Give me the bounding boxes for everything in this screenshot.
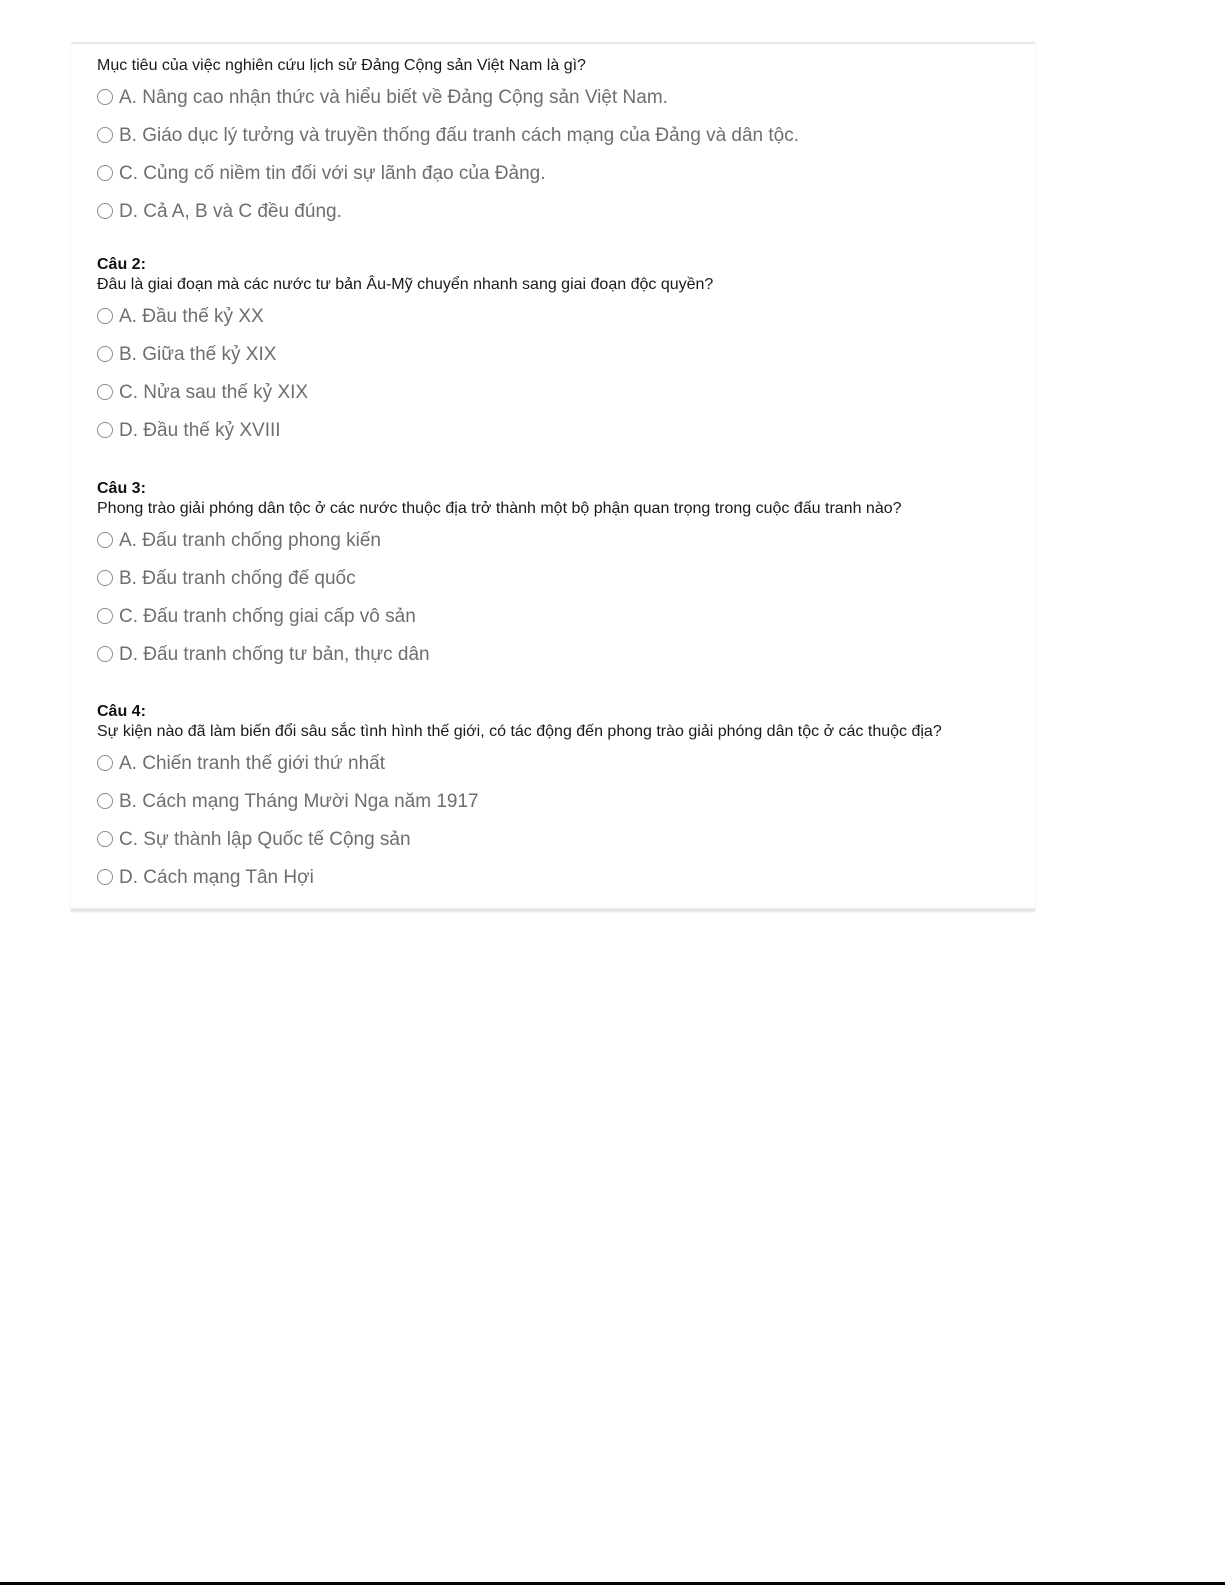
- option-label: D. Cả A, B và C đều đúng.: [119, 201, 342, 222]
- option-label: D. Cách mạng Tân Hợi: [119, 867, 314, 888]
- radio-button-icon[interactable]: [97, 308, 113, 324]
- radio-button-icon[interactable]: [97, 608, 113, 624]
- option-label: B. Đấu tranh chống đế quốc: [119, 568, 356, 589]
- radio-button-icon[interactable]: [97, 165, 113, 181]
- question-3-option-c[interactable]: [97, 595, 1017, 633]
- question-2-number: Câu 2:: [97, 256, 146, 273]
- option-label: A. Đầu thế kỷ XX: [119, 306, 264, 327]
- radio-button-icon[interactable]: [97, 755, 113, 771]
- radio-button-icon[interactable]: [97, 127, 113, 143]
- option-label: D. Đầu thế kỷ XVIII: [119, 420, 281, 441]
- option-label: C. Sự thành lập Quốc tế Cộng sản: [119, 829, 411, 850]
- question-2-option-c[interactable]: [97, 371, 1017, 409]
- radio-button-icon[interactable]: [97, 532, 113, 548]
- radio-button-icon[interactable]: [97, 89, 113, 105]
- radio-button-icon[interactable]: [97, 570, 113, 586]
- question-4-option-b[interactable]: [97, 780, 1017, 818]
- option-label: B. Cách mạng Tháng Mười Nga năm 1917: [119, 791, 479, 812]
- option-label: B. Giáo dục lý tưởng và truyền thống đấu tranh cách mạng của Đảng và dân tộc.: [119, 125, 800, 146]
- question-3-number: Câu 3:: [97, 480, 146, 497]
- option-label: C. Nửa sau thế kỷ XIX: [119, 382, 309, 403]
- question-4: [97, 702, 1017, 894]
- option-label: A. Chiến tranh thế giới thứ nhất: [119, 753, 385, 774]
- radio-button-icon[interactable]: [97, 831, 113, 847]
- option-label: B. Giữa thế kỷ XIX: [119, 344, 277, 365]
- option-label: A. Nâng cao nhận thức và hiểu biết về Đảng Cộng sản Việt Nam.: [119, 87, 668, 108]
- question-4-text: Sự kiện nào đã làm biến đổi sâu sắc tình hình thế giới, có tác động đến phong trào giải phóng dân tộc ở các thuộc địa?: [97, 723, 942, 740]
- option-label: D. Đấu tranh chống tư bản, thực dân: [119, 644, 430, 665]
- question-3-text: Phong trào giải phóng dân tộc ở các nước thuộc địa trở thành một bộ phận quan trọng trong cuộc đấu tranh nào?: [97, 500, 902, 517]
- question-1-option-b[interactable]: [97, 114, 1017, 152]
- question-1: [97, 56, 1017, 228]
- question-1-text: Mục tiêu của việc nghiên cứu lịch sử Đảng Cộng sản Việt Nam là gì?: [97, 57, 586, 74]
- radio-button-icon[interactable]: [97, 646, 113, 662]
- question-2-text: Đâu là giai đoạn mà các nước tư bản Âu-Mỹ chuyển nhanh sang giai đoạn độc quyền?: [97, 276, 714, 293]
- radio-button-icon[interactable]: [97, 422, 113, 438]
- question-4-option-d[interactable]: [97, 856, 1017, 894]
- panel-divider: [71, 908, 1035, 910]
- question-2-option-b[interactable]: [97, 333, 1017, 371]
- question-2-option-a[interactable]: [97, 295, 1017, 333]
- question-1-option-d[interactable]: [97, 190, 1017, 228]
- option-label: A. Đấu tranh chống phong kiến: [119, 530, 381, 551]
- question-3-option-d[interactable]: [97, 633, 1017, 671]
- question-3: [97, 479, 1017, 671]
- question-3-option-b[interactable]: [97, 557, 1017, 595]
- quiz-panel: [71, 42, 1035, 911]
- option-label: C. Củng cố niềm tin đối với sự lãnh đạo của Đảng.: [119, 163, 546, 184]
- question-4-number: Câu 4:: [97, 703, 146, 720]
- question-4-option-c[interactable]: [97, 818, 1017, 856]
- question-3-option-a[interactable]: [97, 519, 1017, 557]
- question-1-option-a[interactable]: [97, 76, 1017, 114]
- radio-button-icon[interactable]: [97, 203, 113, 219]
- question-2-option-d[interactable]: [97, 409, 1017, 447]
- radio-button-icon[interactable]: [97, 384, 113, 400]
- question-1-option-c[interactable]: [97, 152, 1017, 190]
- option-label: C. Đấu tranh chống giai cấp vô sản: [119, 606, 416, 627]
- radio-button-icon[interactable]: [97, 793, 113, 809]
- radio-button-icon[interactable]: [97, 346, 113, 362]
- question-4-option-a[interactable]: [97, 742, 1017, 780]
- question-2: [97, 255, 1017, 447]
- radio-button-icon[interactable]: [97, 869, 113, 885]
